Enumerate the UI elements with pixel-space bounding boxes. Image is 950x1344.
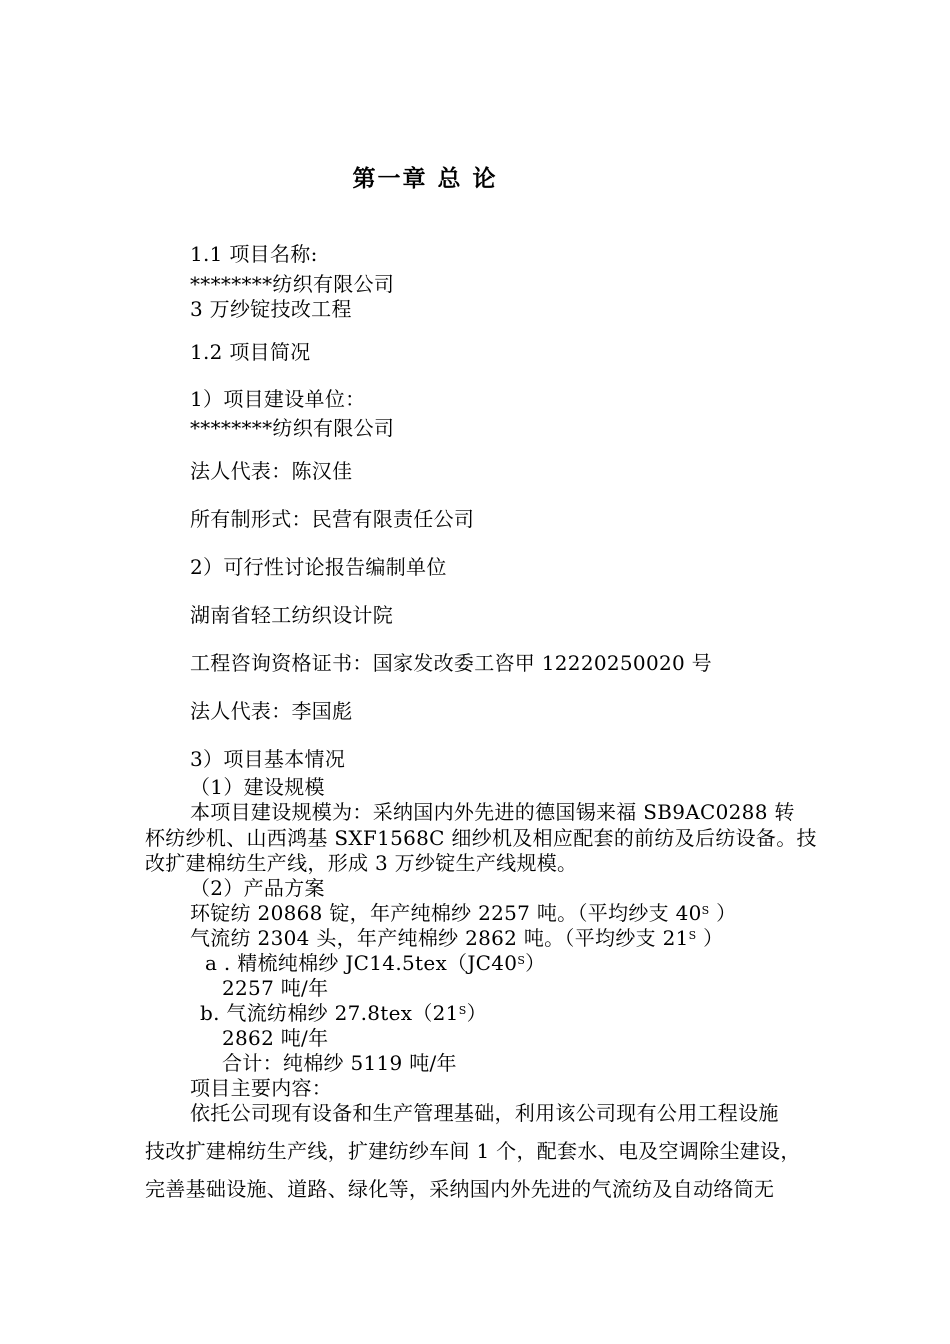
air-spinning-line bbox=[190, 926, 723, 950]
product-item-a-text: a . 精梳纯棉纱 JC14.5tex（JC40 bbox=[205, 951, 518, 975]
project-company: ********纺织有限公司 bbox=[190, 272, 395, 296]
air-spinning-sup: S bbox=[688, 929, 697, 942]
product-item-a-close: ） bbox=[525, 951, 546, 975]
design-institute: 湖南省轻工纺织设计院 bbox=[190, 603, 393, 627]
product-item-b-quantity: 2862 吨/年 bbox=[222, 1026, 329, 1050]
product-item-a-quantity: 2257 吨/年 bbox=[222, 976, 329, 1000]
construction-unit-company: ********纺织有限公司 bbox=[190, 416, 395, 440]
main-content-line-3: 完善基础设施、道路、绿化等，采纳国内外先进的气流纺及自动络筒无 bbox=[145, 1177, 775, 1201]
scale-paragraph-line-1: 本项目建设规模为：采纳国内外先进的德国锡来福 SB9AC0288 转 bbox=[190, 800, 795, 824]
product-item-b-sup: S bbox=[458, 1004, 467, 1017]
ownership-form: 所有制形式：民营有限责任公司 bbox=[190, 507, 475, 531]
main-content-heading: 项目主要内容： bbox=[190, 1076, 333, 1100]
product-plan-heading: （2）产品方案 bbox=[190, 876, 325, 900]
ring-spinning-close: ） bbox=[709, 901, 737, 925]
product-item-b-text: b. 气流纺棉纱 27.8tex（21 bbox=[200, 1001, 459, 1025]
product-item-b-close: ） bbox=[466, 1001, 487, 1025]
product-item-a-sup: S bbox=[517, 954, 526, 967]
section-1-2-heading: 1.2 项目简况 bbox=[190, 340, 311, 364]
section-1-1-heading: 1.1 项目名称: bbox=[190, 242, 318, 266]
project-name: 3 万纱锭技改工程 bbox=[190, 297, 352, 321]
product-item-a bbox=[205, 951, 545, 975]
air-spinning-text: 气流纺 2304 头，年产纯棉纱 2862 吨。（平均纱支 21 bbox=[190, 926, 689, 950]
legal-representative-2: 法人代表：李国彪 bbox=[190, 699, 353, 723]
ring-spinning-text: 环锭纺 20868 锭，年产纯棉纱 2257 吨。（平均纱支 40 bbox=[190, 901, 702, 925]
product-total: 合计：纯棉纱 5119 吨/年 bbox=[222, 1051, 457, 1075]
scale-paragraph-line-3: 改扩建棉纺生产线，形成 3 万纱锭生产线规模。 bbox=[145, 851, 578, 875]
report-unit-heading: 2）可行性讨论报告编制单位 bbox=[190, 555, 447, 579]
air-spinning-close: ） bbox=[696, 926, 724, 950]
scale-heading: （1）建设规模 bbox=[190, 775, 325, 799]
scale-paragraph-line-2: 杯纺纱机、山西鸿基 SXF1568C 细纱机及相应配套的前纺及后纺设备。技 bbox=[145, 826, 817, 850]
basic-info-heading: 3）项目基本情况 bbox=[190, 747, 346, 771]
main-content-line-1: 依托公司现有设备和生产管理基础，利用该公司现有公用工程设施 bbox=[190, 1101, 779, 1125]
construction-unit-heading: 1）项目建设单位： bbox=[190, 387, 366, 411]
legal-representative-1: 法人代表：陈汉佳 bbox=[190, 459, 353, 483]
main-content-line-2: 技改扩建棉纺生产线，扩建纺纱车间 1 个，配套水、电及空调除尘建设， bbox=[145, 1139, 801, 1163]
qualification-certificate: 工程咨询资格证书：国家发改委工咨甲 12220250020 号 bbox=[190, 651, 712, 675]
ring-spinning-sup: S bbox=[701, 904, 710, 917]
ring-spinning-line bbox=[190, 901, 736, 925]
product-item-b bbox=[200, 1001, 487, 1025]
chapter-title: 第一章 总 论 bbox=[352, 166, 498, 192]
